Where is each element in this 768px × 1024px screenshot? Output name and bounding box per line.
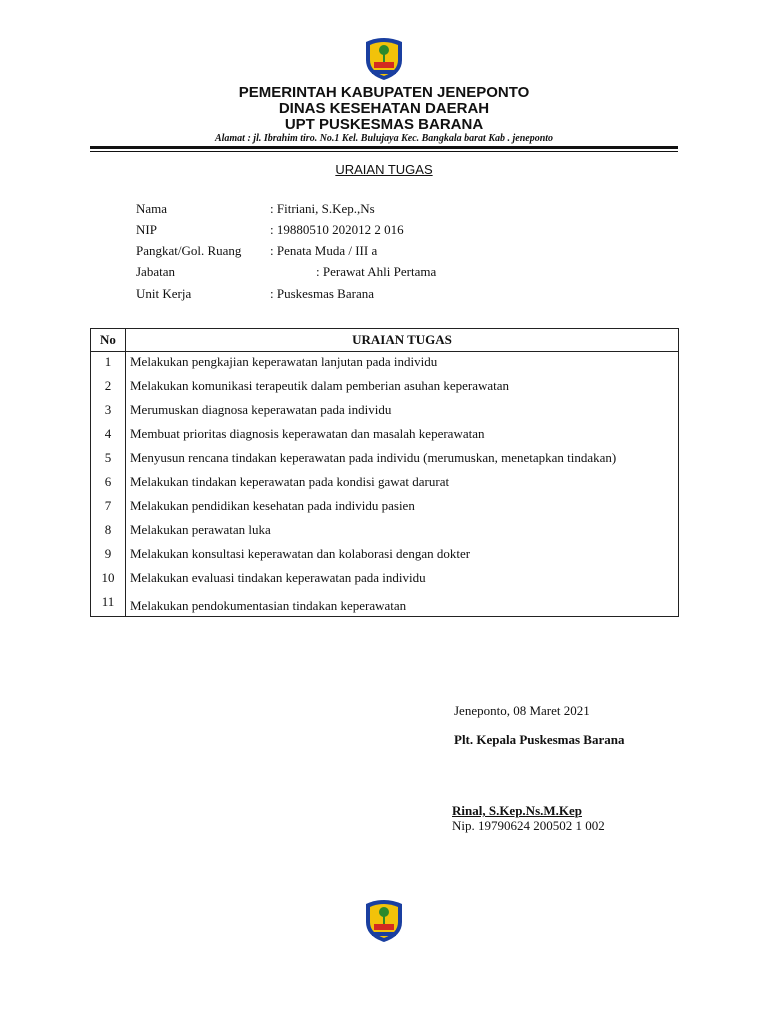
signature-nip: Nip. 19790624 200502 1 002: [452, 818, 605, 833]
row-number: 11: [91, 592, 126, 617]
info-value: : Penata Muda / III a: [270, 243, 378, 258]
info-value: : Perawat Ahli Pertama: [316, 264, 437, 279]
signature-position: Plt. Kepala Puskesmas Barana: [454, 732, 625, 747]
row-desc-text: Menyusun rencana tindakan keperawatan pada individu (merumuskan, menetapkan tindakan): [130, 450, 617, 465]
row-desc-text: Melakukan pendidikan kesehatan pada individu pasien: [130, 498, 415, 513]
header-rule-thick: [90, 146, 678, 149]
header-address: Alamat : jl. Ibrahim tiro. No.1 Kel. Bulujaya Kec. Bangkala barat Kab . jeneponto: [214, 133, 554, 144]
row-number: 10: [91, 568, 126, 592]
row-number: 5: [91, 448, 126, 472]
info-label: NIP: [136, 222, 157, 237]
row-number: 2: [91, 376, 126, 400]
info-value: : Puskesmas Barana: [270, 286, 374, 301]
row-desc: [126, 592, 679, 617]
row-desc-text: Melakukan tindakan keperawatan pada kondisi gawat darurat: [130, 474, 450, 489]
row-desc-text: Membuat prioritas diagnosis keperawatan dan masalah keperawatan: [130, 426, 485, 441]
column-header-desc: URAIAN TUGAS: [126, 329, 679, 352]
header-rule-thin: [90, 151, 678, 152]
row-number: 6: [91, 472, 126, 496]
row-desc-text: Melakukan evaluasi tindakan keperawatan pada individu: [130, 570, 426, 585]
header-line-3: UPT PUSKESMAS BARANA: [284, 116, 484, 133]
row-number: 1: [91, 352, 126, 377]
puskesmas-emblem-icon: [360, 896, 408, 944]
document-title: [0, 162, 768, 177]
row-number: 9: [91, 544, 126, 568]
row-desc-text: Melakukan komunikasi terapeutik dalam pemberian asuhan keperawatan: [130, 378, 510, 393]
info-label: Unit Kerja: [136, 286, 192, 301]
row-desc: [126, 568, 679, 592]
row-desc-text: Melakukan pendokumentasian tindakan keperawatan: [130, 598, 407, 613]
row-number: 8: [91, 520, 126, 544]
row-desc-text: Melakukan konsultasi keperawatan dan kolaborasi dengan dokter: [130, 546, 471, 561]
document-title-text: URAIAN TUGAS: [335, 162, 433, 177]
table-row: [91, 568, 679, 592]
table-row: [91, 592, 679, 617]
row-desc-text: Merumuskan diagnosa keperawatan pada individu: [130, 402, 392, 417]
info-value: : 19880510 202012 2 016: [270, 222, 404, 237]
row-number: 3: [91, 400, 126, 424]
row-desc-text: Melakukan pengkajian keperawatan lanjutan pada individu: [130, 354, 438, 369]
info-label: Pangkat/Gol. Ruang: [136, 243, 242, 258]
row-desc-text: Melakukan perawatan luka: [130, 522, 271, 537]
info-label: Nama: [136, 201, 168, 216]
info-label: Jabatan: [136, 264, 175, 279]
row-number: 4: [91, 424, 126, 448]
info-value: : Fitriani, S.Kep.,Ns: [270, 201, 375, 216]
column-header-no: No: [91, 329, 126, 352]
row-number: 7: [91, 496, 126, 520]
puskesmas-emblem-icon: [360, 34, 408, 82]
tasks-table: [90, 328, 679, 617]
header-line-2: DINAS KESEHATAN DAERAH: [278, 100, 490, 117]
header-line-1: PEMERINTAH KABUPATEN JENEPONTO: [238, 84, 530, 101]
signature-name: Rinal, S.Kep.Ns.M.Kep: [452, 803, 583, 818]
signature-place-date: Jeneponto, 08 Maret 2021: [454, 703, 590, 718]
